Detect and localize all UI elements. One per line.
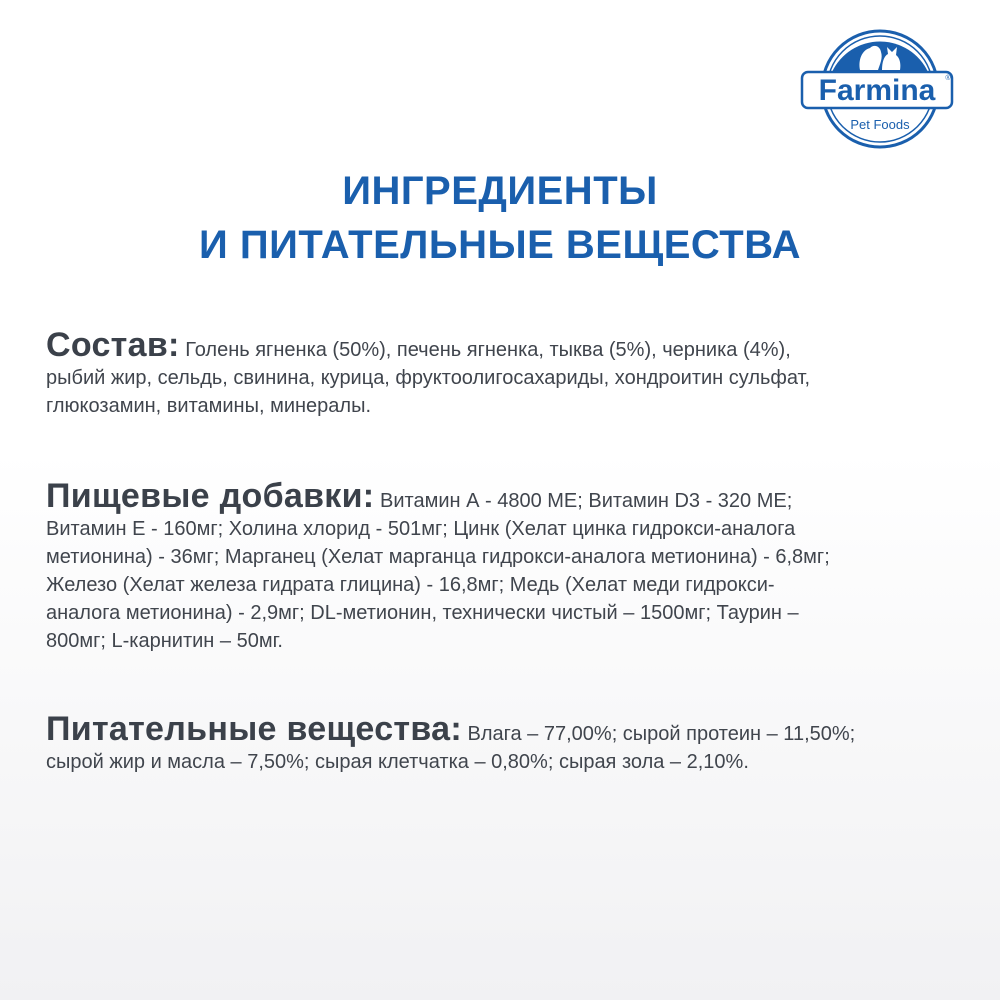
additives-label: Пищевые добавки: — [46, 477, 375, 515]
registered-mark: ® — [945, 75, 951, 82]
additives-text-line: Витамин Е - 160мг; Холина хлорид - 501мг; Цинк (Хелат цинка гидрокси-аналога — [46, 518, 796, 540]
title-line-2: И ПИТАТЕЛЬНЫЕ ВЕЩЕСТВА — [198, 223, 802, 267]
composition-text-line: глюкозамин, витамины, минералы. — [46, 395, 372, 417]
page-title — [0, 164, 1000, 272]
additives-text-line: Витамин А - 4800 МЕ; Витамин D3 - 320 МЕ; — [380, 490, 793, 512]
nutrients-text-line: сырой жир и масла – 7,50%; сырая клетчатка – 0,80%; сырая зола – 2,10%. — [46, 751, 749, 773]
additives-text-line: 800мг; L-карнитин – 50мг. — [46, 630, 283, 652]
farmina-logo — [798, 28, 958, 154]
composition-label: Состав: — [46, 326, 180, 364]
additives-text-line: аналога метионина) - 2,9мг; DL-метионин, технически чистый – 1500мг; Таурин – — [46, 602, 799, 624]
brand-name: Farmina — [818, 74, 936, 107]
composition-section — [46, 326, 966, 420]
composition-text-line: Голень ягненка (50%), печень ягненка, тыква (5%), черника (4%), — [185, 339, 791, 361]
nutrients-section — [46, 710, 966, 776]
composition-text-line: рыбий жир, сельдь, свинина, курица, фруктоолигосахариды, хондроитин сульфат, — [46, 367, 811, 389]
additives-section — [46, 477, 966, 655]
nutrients-text-line: Влага – 77,00%; сырой протеин – 11,50%; — [467, 723, 856, 745]
title-line-1: ИНГРЕДИЕНТЫ — [342, 169, 658, 213]
additives-text-line: Железо (Хелат железа гидрата глицина) - 16,8мг; Медь (Хелат меди гидрокси- — [46, 574, 775, 596]
brand-subtitle: Pet Foods — [850, 117, 910, 132]
nutrients-label: Питательные вещества: — [46, 710, 462, 748]
additives-text-line: метионина) - 36мг; Марганец (Хелат марганца гидрокси-аналога метионина) - 6,8мг; — [46, 546, 830, 568]
